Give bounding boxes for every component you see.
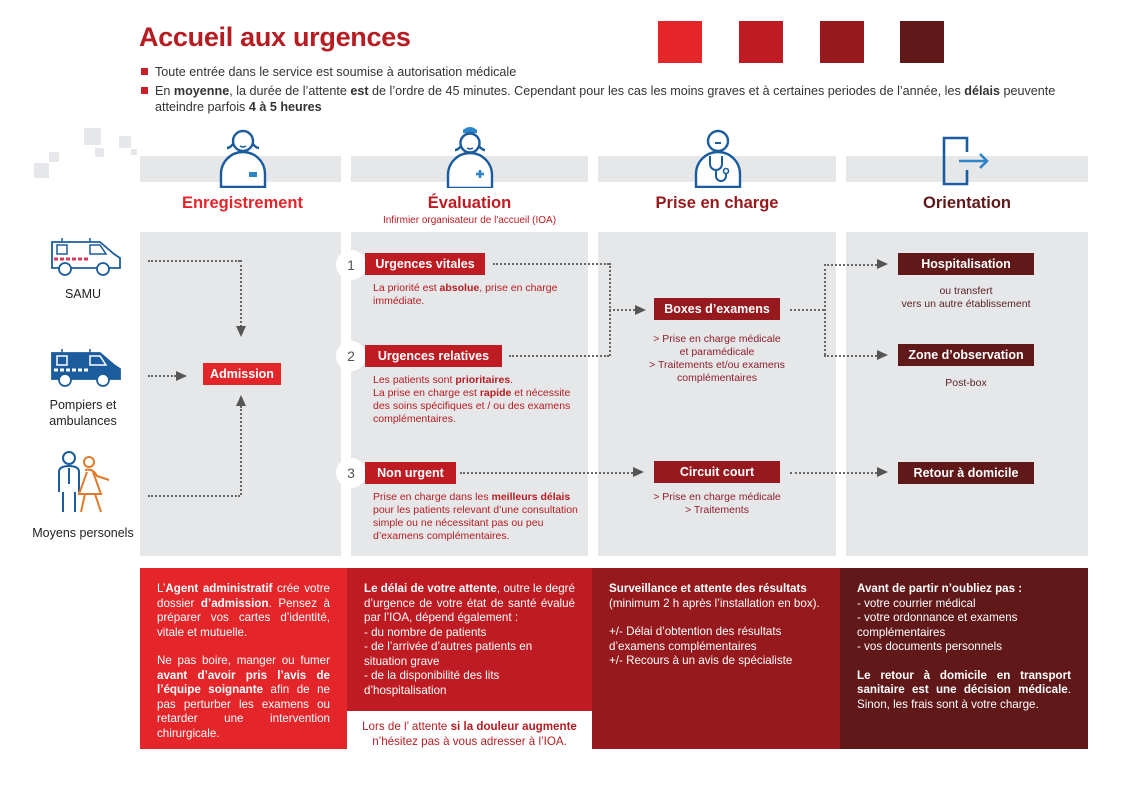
circuit-court-box: Circuit court [654,461,780,483]
hospitalisation-description: ou transfert vers un autre établissement [901,285,1031,310]
flow-line [824,264,826,355]
doctor-stethoscope-icon [688,124,748,188]
decorative-square [34,163,49,178]
footer-checklist: - votre courrier médical - votre ordonnance et examens complémentaires - vos documents personnels [857,596,1018,653]
urgences-relatives-box: Urgences relatives [365,345,502,367]
flow-line [509,355,609,357]
arrow-right-icon [635,305,646,315]
decorative-square [119,136,131,148]
retour-domicile-box: Retour à domicile [898,462,1034,484]
footer-panel-orientation [840,568,1088,749]
non-urgent-description: Prise en charge dans les meilleurs délais pour les patients relevant d’une consultation simple ou ne nécessitant pas ou peu d’examens complémentaires. [373,491,578,542]
flow-line [824,264,877,266]
color-swatch-4 [900,21,944,63]
arrow-right-icon [877,467,888,477]
footer-checklist-title: Avant de partir n’oubliez pas : [857,582,1023,595]
column-subtitle-evaluation: Infirmier organisateur de l'accueil (IOA) [382,215,557,226]
column-title-enregistrement: Enregistrement [181,194,304,212]
decorative-square [131,149,137,155]
source-label-samu: SAMU [64,287,102,301]
footer-wait-text: Le délai de votre attente, outre le degré d’urgence de votre état de santé évalué par l’IOA, dépend également : [364,582,575,624]
color-swatch-1 [658,21,702,63]
panel-orientation [846,232,1088,556]
zone-observation-box: Zone d’observation [898,344,1034,366]
source-label-moyens-personels: Moyens personels [32,526,134,540]
zone-observation-description: Post-box [945,377,987,389]
footer-transport-text: Le retour à domicile en transport sanitaire est une décision médicale. Sinon, les frais sont à votre charge. [857,668,1071,711]
arrow-right-icon [877,350,888,360]
footer-panel-prise-en-charge [592,568,840,749]
flow-line [493,263,609,265]
arrow-right-icon [176,371,187,381]
priority-number-2: 2 [336,341,366,371]
footer-surveillance-list: +/- Délai d’obtention des résultats d’examens complémentaires +/- Recours à un avis de spécialiste [609,625,793,667]
flow-line [824,355,877,357]
column-title-prise-en-charge: Prise en charge [655,194,779,212]
urgences-vitales-box: Urgences vitales [365,253,485,275]
column-title-evaluation: Évaluation [427,194,512,212]
column-title-orientation: Orientation [922,194,1011,212]
arrow-down-icon [236,326,246,337]
flow-line [790,309,824,311]
source-label-pompiers: Pompiers et ambulances [49,398,117,428]
footer-surveillance-text: (minimum 2 h après l’installation en box). [609,596,820,610]
receptionist-icon [213,124,273,188]
flow-line [148,375,176,377]
decorative-square [95,148,104,157]
decorative-square [49,152,59,162]
arrow-right-icon [633,467,644,477]
pain-note: Lors de l’ attente si la douleur augmente n’hésitez pas à vous adresser à l’IOA. [347,711,592,749]
flow-line [609,309,635,311]
flow-line [790,472,877,474]
urgences-vitales-description: La priorité est absolue, prise en charge immédiate. [373,282,558,307]
hospitalisation-box: Hospitalisation [898,253,1034,275]
bullet-1: Toute entrée dans le service est soumise à autorisation médicale [140,64,1070,80]
samu-ambulance-icon [48,236,124,278]
footer-surveillance-title: Surveillance et attente des résultats [609,582,807,595]
nurse-icon [440,124,500,188]
flow-line [240,406,242,495]
footer-admin-text: L’Agent administratif crée votre dossier d’admission. Pensez à préparer vos cartes d’identité, vitale et mutuelle. [157,582,330,639]
fire-ambulance-icon [48,347,124,389]
arrow-up-icon [236,395,246,406]
arrow-right-icon [877,259,888,269]
intro-bullets [140,64,1070,118]
flow-line [460,472,633,474]
footer-panel-enregistrement [140,568,347,749]
page-title: Accueil aux urgences [139,22,411,52]
footer-fasting-text: Ne pas boire, manger ou fumer avant d’avoir pris l’avis de l’équipe soignante afin de ne pas perturber les examens ou retarder une intervention chirurgicale. [157,654,330,740]
non-urgent-box: Non urgent [365,462,456,484]
walking-people-icon [53,450,117,516]
flow-line [148,260,240,262]
bullet-2: En moyenne, la durée de l’attente est de l’ordre de 45 minutes. Cependant pour les cas les moins graves et à certaines periodes de l’année, les délais peuvente atteindre parfois 4 à 5 heures [140,83,1070,115]
footer-wait-factors: - du nombre de patients - de l’arrivée d’autres patients en situation grave - de la disponibilité des lits d’hospitalisation [364,625,533,697]
priority-number-1: 1 [336,250,366,280]
flow-line [148,495,240,497]
boxes-examens-box: Boxes d’examens [654,298,780,320]
decorative-square [84,128,101,145]
admission-box: Admission [203,363,281,385]
boxes-examens-description: > Prise en charge médicale et paramédicale > Traitements et/ou examens complémentaires [649,333,785,384]
flow-line [240,260,242,327]
urgences-relatives-description: Les patients sont prioritaires. La prise en charge est rapide et nécessite des soins spécifiques et / ou des examens complémentaires. [373,374,571,425]
circuit-court-description: > Prise en charge médicale > Traitements [653,491,781,516]
exit-door-icon [935,124,995,188]
color-swatch-2 [739,21,783,63]
color-swatch-3 [820,21,864,63]
priority-number-3: 3 [336,458,366,488]
